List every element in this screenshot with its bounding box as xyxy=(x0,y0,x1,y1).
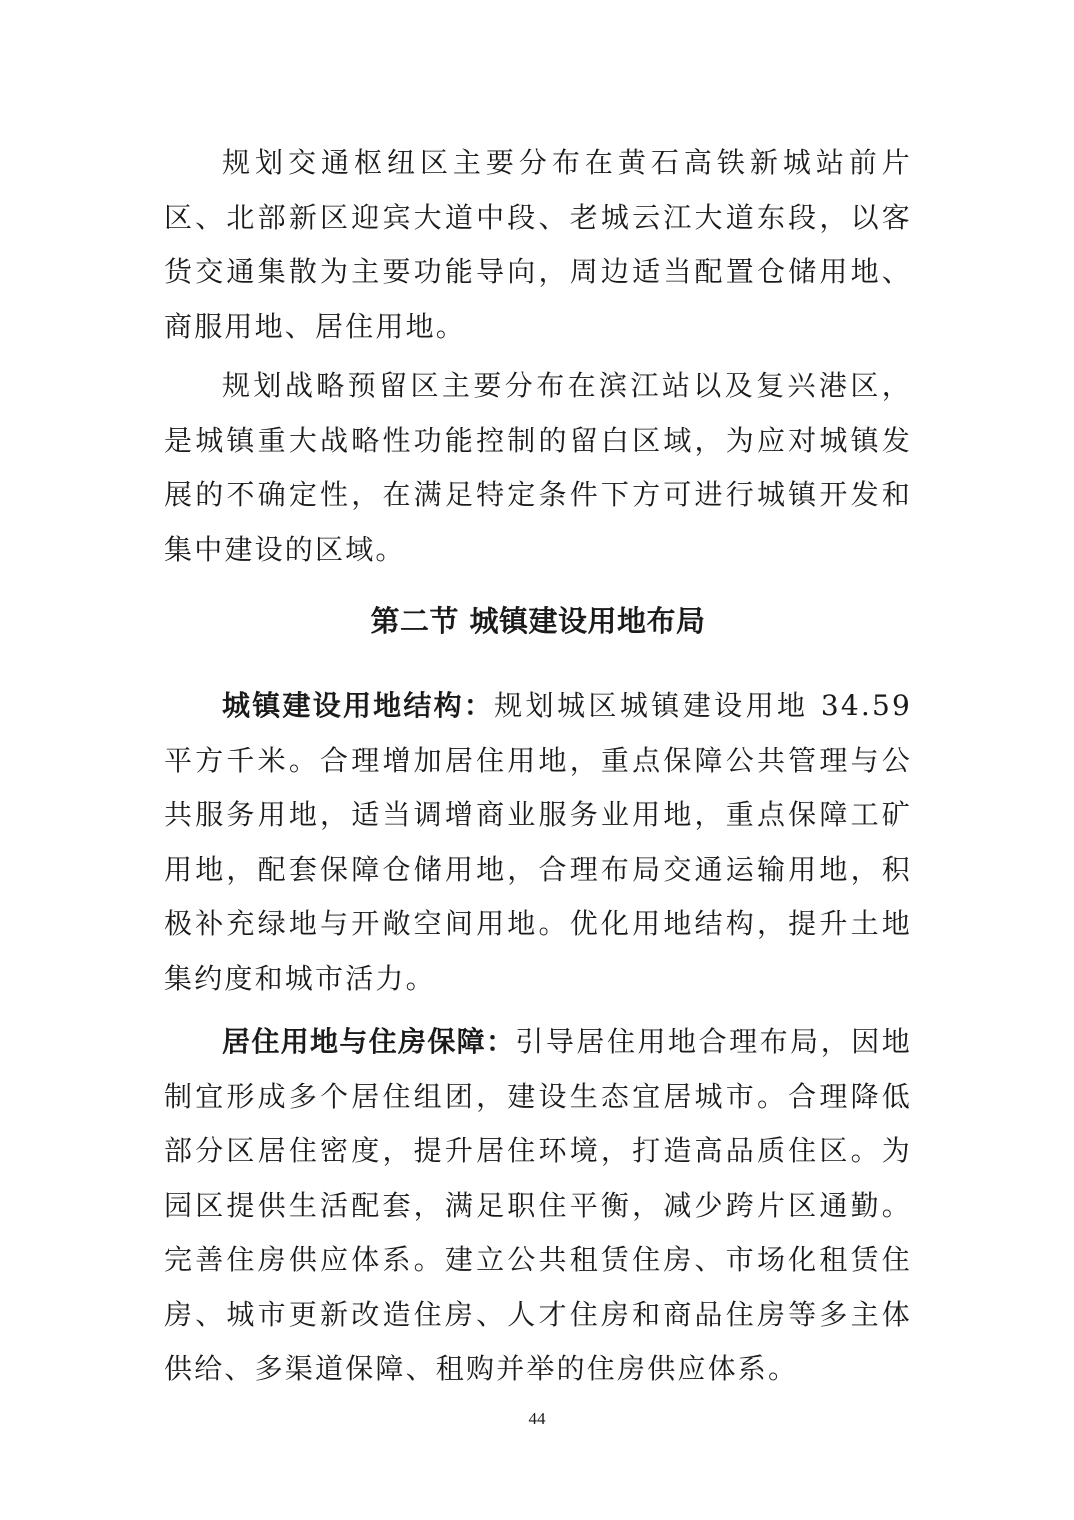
paragraph-transport-hub: 规划交通枢纽区主要分布在黄石高铁新城站前片区、北部新区迎宾大道中段、老城云江大道东段，以客货交通集散为主要功能导向，周边适当配置仓储用地、商服用地、居住用地。 xyxy=(164,146,912,343)
paragraph-strategic-reserve: 规划战略预留区主要分布在滨江站以及复兴港区，是城镇重大战略性功能控制的留白区域，为应对城镇发展的不确定性，在满足特定条件下方可进行城镇开发和集中建设的区域。 xyxy=(164,369,912,566)
section-heading: 第二节 城镇建设用地布局 xyxy=(370,604,706,638)
top-paragraphs xyxy=(164,136,912,577)
housing-section xyxy=(164,1015,912,1397)
paragraph-land-structure xyxy=(164,679,912,1006)
paragraph-housing xyxy=(164,1015,912,1397)
page-number: 44 xyxy=(528,1409,546,1428)
housing-body: 引导居住用地合理布局，因地制宜形成多个居住组团，建设生态宜居城市。合理降低部分区居住密度，提升居住环境，打造高品质住区。为园区提供生活配套，满足职住平衡，减少跨片区通勤。完善住房供应体系。建立公共租赁住房、市场化租赁住房、城市更新改造住房、人才住房和商品住房等多主体供给、多渠道保障、租购并举的住房供应体系。 xyxy=(164,1025,912,1385)
land-structure-lead: 城镇建设用地结构： xyxy=(222,689,495,722)
land-structure-body: 规划城区城镇建设用地 34.59 平方千米。合理增加居住用地，重点保障公共管理与公共服务用地，适当调增商业服务业用地，重点保障工矿用地，配套保障仓储用地，合理布局交通运输用地，积极补充绿地与开敞空间用地。优化用地结构，提升土地集约度和城市活力。 xyxy=(164,689,912,995)
housing-lead: 居住用地与住房保障： xyxy=(222,1025,516,1058)
structure-section xyxy=(164,679,912,1006)
